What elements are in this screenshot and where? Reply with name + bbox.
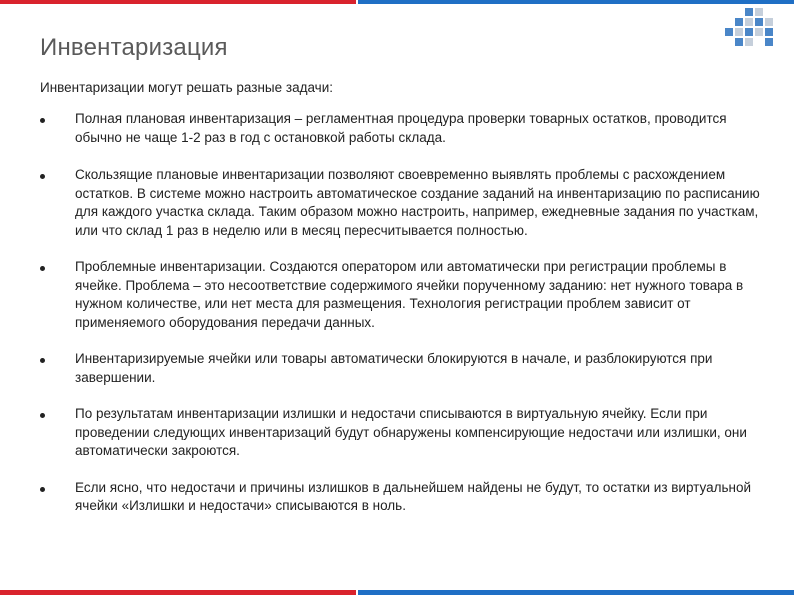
bottom-accent-red [0,590,356,595]
logo-square [755,8,763,16]
bullet-text: Проблемные инвентаризации. Создаются оператором или автоматически при регистрации проблемы в ячейке. Проблема – это несоответствие содержимого ячейки порученному заданию: нет нужного товара в нужном количестве, или нет места для размещения. Технология регистрации проблем зависит от применяемого оборудования передачи данных. [75,259,744,330]
list-item [40,110,770,147]
bullet-dot-icon [40,358,45,363]
intro-text: Инвентаризации могут решать разные задачи: [40,80,333,95]
bullet-dot-icon [40,487,45,492]
squares-grid-logo-icon [721,8,781,52]
list-item [40,405,770,461]
logo-square [735,28,743,36]
bullet-text: Если ясно, что недостачи и причины излишков в дальнейшем найдены не будут, то остатки из виртуальной ячейки «Излишки и недостачи» списываются в ноль. [75,479,752,513]
bullet-text: Полная плановая инвентаризация – регламентная процедура проверки товарных остатков, проводится обычно не чаще 1-2 раз в год с остановкой работы склада. [75,111,727,145]
bottom-accent-blue [358,590,794,595]
bullet-dot-icon [40,266,45,271]
list-item [40,258,770,332]
logo-square [735,18,743,26]
logo-square [755,28,763,36]
slide-title: Инвентаризация [40,34,228,61]
bullet-dot-icon [40,118,45,123]
logo-square [765,18,773,26]
list-item [40,479,770,516]
bullet-list [40,110,770,516]
top-accent-blue [358,0,794,4]
logo-square [735,38,743,46]
bottom-accent-bar [0,590,794,595]
logo-square [745,18,753,26]
logo-square [755,18,763,26]
top-accent-red [0,0,356,4]
bullet-dot-icon [40,174,45,179]
bullet-text: По результатам инвентаризации излишки и недостачи списываются в виртуальную ячейку. Если при проведении следующих инвентаризаций будут обнаружены компенсирующие недостачи или излишки, они автоматически закроются. [75,406,747,458]
logo-square [765,38,773,46]
bullet-dot-icon [40,413,45,418]
bullet-text: Скользящие плановые инвентаризации позволяют своевременно выявлять проблемы с расхождением остатков. В системе можно настроить автоматическое создание заданий на инвентаризацию по расписанию для каждого участка склада. Таким образом можно настроить, например, ежедневные задания по участкам, или что склад 1 раз в неделю или в месяц пересчитывается полностью. [75,167,760,238]
logo-square [745,28,753,36]
logo-square [745,38,753,46]
logo-square [725,28,733,36]
logo-square [745,8,753,16]
list-item [40,166,770,240]
bullet-text: Инвентаризируемые ячейки или товары автоматически блокируются в начале, и разблокируются при завершении. [75,351,713,385]
list-item [40,350,770,387]
top-accent-bar [0,0,794,4]
logo-square [765,28,773,36]
